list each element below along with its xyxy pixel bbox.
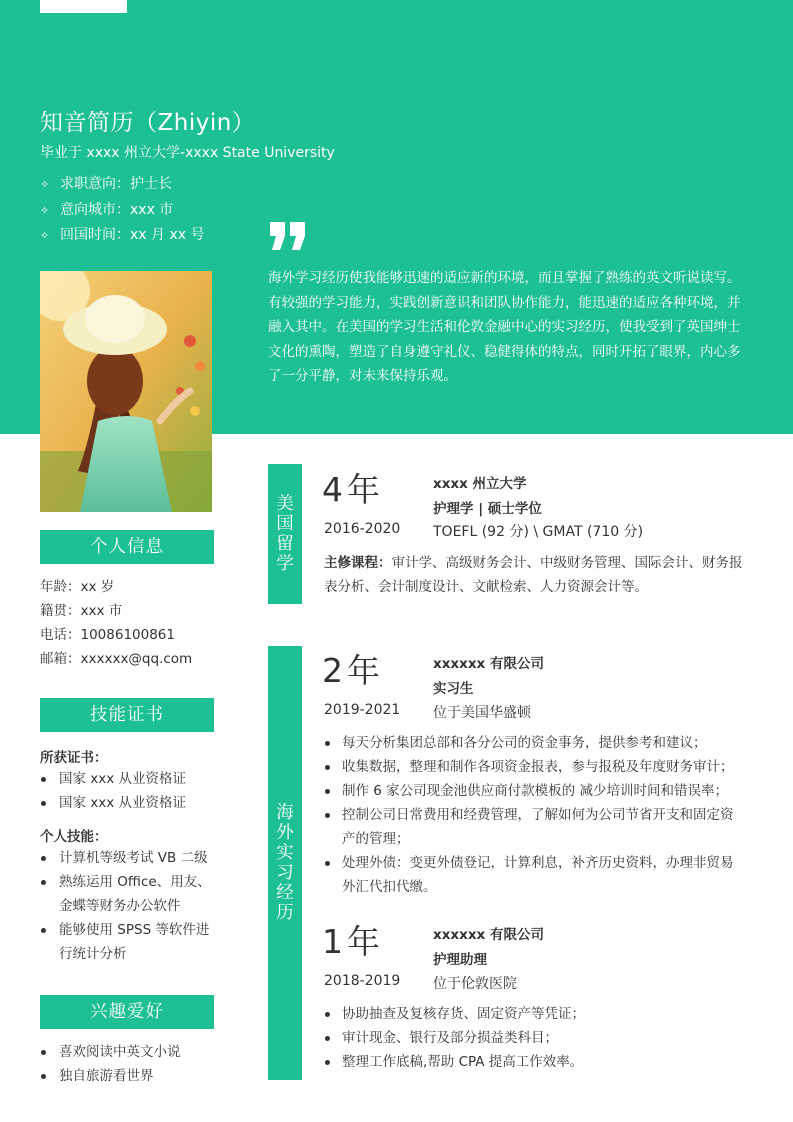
job2-company: xxxxxx 有限公司 xyxy=(433,927,544,943)
hobbies-title: 兴趣爱好 xyxy=(40,995,214,1029)
list-item: 每天分析集团总部和各分公司的资金事务，提供参考和建议； xyxy=(324,731,744,755)
certs-list xyxy=(40,767,220,815)
intent-item: ✧ 意向城市：xxx 市 xyxy=(40,201,174,218)
list-item: 制作 6 家公司现金池供应商付款模板的 减少培训时间和错误率； xyxy=(324,779,744,803)
list-item: 独自旅游看世界 xyxy=(40,1064,220,1088)
study-period: 2016-2020 xyxy=(324,521,401,537)
courses: 主修课程：审计学、高级财务会计、中级财务管理、国际会计、财务报表分析、会计制度设计、文献检索、人力资源会计等。 xyxy=(324,555,743,595)
job1-period: 2019-2021 xyxy=(324,702,401,718)
sparkle-icon: ✧ xyxy=(40,178,50,191)
job1-role: 实习生 xyxy=(433,681,474,697)
info-age: 年龄：xx 岁 xyxy=(40,579,115,595)
list-item: 收集数据，整理和制作各项资金报表，参与报税及年度财务审计； xyxy=(324,755,744,779)
school-name: xxxx 州立大学 xyxy=(433,476,527,492)
graduation-line: 毕业于 xxxx 州立大学-xxxx State University xyxy=(40,145,335,161)
hobbies-list xyxy=(40,1040,220,1088)
job1-years: 2 年 xyxy=(322,651,380,690)
job1-company: xxxxxx 有限公司 xyxy=(433,656,544,672)
self-summary: 海外学习经历使我能够迅速的适应新的环境，而且掌握了熟练的英文听说读写。有较强的学习能力，实践创新意识和团队协作能力，能迅速的适应各种环境，并融入其中。在美国的学习生活和伦敦金融中心的实习经历，使我受到了英国绅士文化的熏陶，塑造了自身遵守礼仪、稳健得体的特点，同时开拓了眼界，内心多了一分平静，对未来保持乐观。 xyxy=(268,270,741,384)
study-section-label: 美 国 留 学 xyxy=(268,464,302,604)
info-email: 邮箱：xxxxxx@qq.com xyxy=(40,651,193,667)
top-tab xyxy=(40,0,127,13)
list-item: 国家 xxx 从业资格证 xyxy=(40,791,220,815)
intent-item: ✧ 回国时间：xx 月 xx 号 xyxy=(40,227,205,243)
degree: 护理学 | 硕士学位 xyxy=(433,501,542,517)
info-phone: 电话：10086100861 xyxy=(40,627,175,643)
job2-years: 1 年 xyxy=(322,922,380,961)
study-years: 4 年 xyxy=(322,470,380,509)
list-item: 喜欢阅读中英文小说 xyxy=(40,1040,220,1064)
skills-label: 个人技能： xyxy=(40,829,108,845)
job2-location: 位于伦敦医院 xyxy=(433,976,517,992)
list-item: 处理外债：变更外债登记，计算利息，补齐历史资料，办理非贸易外汇代扣代缴。 xyxy=(324,851,744,899)
list-item: 能够使用 SPSS 等软件进行统计分析 xyxy=(40,918,216,966)
list-item: 协助抽查及复核存货、固定资产等凭证； xyxy=(324,1002,744,1026)
sparkle-icon: ✧ xyxy=(40,229,50,242)
skills-title: 技能证书 xyxy=(40,698,214,732)
personal-info-title: 个人信息 xyxy=(40,530,214,564)
job2-period: 2018-2019 xyxy=(324,973,401,989)
list-item: 审计现金、银行及部分损益类科目； xyxy=(324,1026,744,1050)
job1-duties xyxy=(324,731,744,899)
job2-role: 护理助理 xyxy=(433,952,487,968)
info-hometown: 籍贯：xxx 市 xyxy=(40,603,123,619)
test-scores: TOEFL (92 分) \ GMAT (710 分) xyxy=(433,524,644,540)
list-item: 控制公司日常费用和经费管理，了解如何为公司节省开支和固定资产的管理； xyxy=(324,803,744,851)
personal-info-list xyxy=(40,575,192,671)
list-item: 国家 xxx 从业资格证 xyxy=(40,767,220,791)
sparkle-icon: ✧ xyxy=(40,203,50,217)
internship-section-label: 海 外 实 习 经 历 xyxy=(268,646,302,1080)
skills-list xyxy=(40,846,216,966)
intent-item: ✧ 求职意向：护士长 xyxy=(40,176,172,192)
list-item: 整理工作底稿,帮助 CPA 提高工作效率。 xyxy=(324,1050,744,1074)
profile-photo xyxy=(40,271,212,512)
certs-label: 所获证书： xyxy=(40,750,108,766)
job1-location: 位于美国华盛顿 xyxy=(433,705,531,721)
job2-duties xyxy=(324,1002,744,1074)
list-item: 计算机等级考试 VB 二级 xyxy=(40,846,216,870)
intent-list xyxy=(40,175,205,252)
resume-name: 知音简历（Zhiyin） xyxy=(40,110,256,136)
quote-icon xyxy=(268,222,308,250)
list-item: 熟练运用 Office、用友、金蝶等财务办公软件 xyxy=(40,870,216,918)
